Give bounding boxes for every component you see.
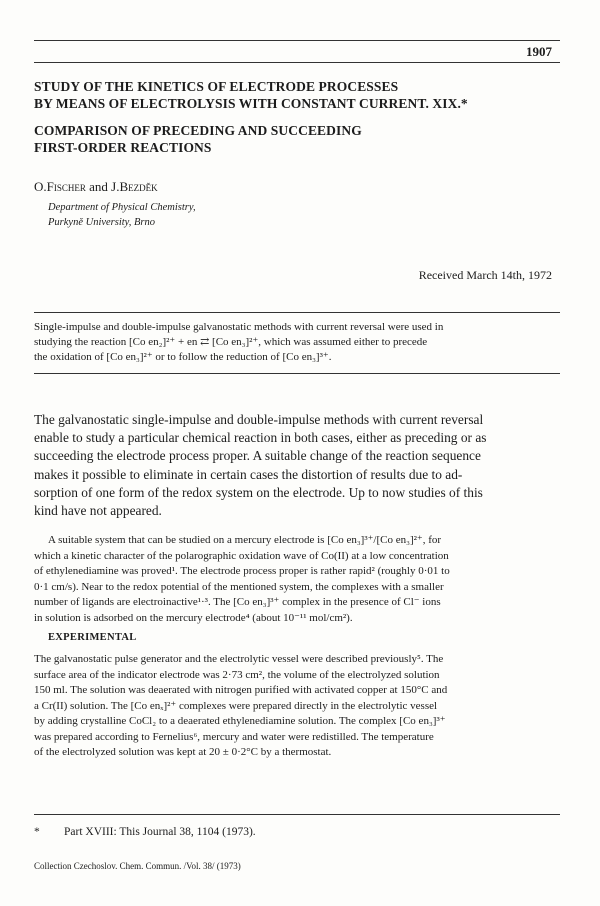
- intro-line: sorption of one form of the redox system on the electrode. Up to now studies of this: [34, 484, 483, 500]
- received-date: Received March 14th, 1972: [418, 268, 552, 282]
- paragraph-line: by adding crystalline CoCl₂ to a deaerated ethylenediamine solution. The complex [Co en₃]³⁺: [34, 715, 446, 727]
- section-heading: EXPERIMENTAL: [48, 632, 137, 643]
- affiliation-department: Department of Physical Chemistry,: [48, 202, 196, 213]
- paragraph-line: 150 ml. The solution was deaerated with nitrogen purified with activated copper at 150°C and: [34, 684, 448, 696]
- intro-line: The galvanostatic single-impulse and double-impulse methods with current reversal: [34, 412, 484, 427]
- authors: [34, 179, 158, 195]
- body-paragraph: [34, 533, 564, 626]
- paper-subtitle: [34, 122, 574, 156]
- paragraph-line: number of ligands are electroinactive¹·³. The [Co en₃]³⁺ complex in the presence of Cl⁻ ions: [34, 596, 441, 608]
- abstract-line: Single-impulse and double-impulse galvanostatic methods with current reversal were used in: [34, 321, 444, 333]
- experimental-paragraph: [34, 652, 564, 761]
- paragraph-line: which a kinetic character of the polarographic oxidation wave of Co(II) at a low concentration: [34, 549, 449, 562]
- paragraph-line: in solution is adsorbed on the mercury electrode⁴ (about 10⁻¹¹ mol/cm²).: [34, 611, 353, 624]
- footnote-marker: *: [34, 826, 40, 838]
- abstract-bottom-rule: [34, 373, 560, 374]
- affiliation: [48, 200, 196, 230]
- footnote-rule: [34, 814, 560, 815]
- author-name: O.Fischer: [34, 179, 86, 194]
- page-number: 1907: [526, 44, 552, 59]
- subtitle-line: FIRST-ORDER REACTIONS: [34, 140, 212, 155]
- title-line: BY MEANS OF ELECTROLYSIS WITH CONSTANT CURRENT. XIX.*: [34, 96, 468, 111]
- abstract: [34, 320, 558, 365]
- paper-title: [34, 78, 574, 112]
- title-line: STUDY OF THE KINETICS OF ELECTRODE PROCESSES: [34, 79, 399, 94]
- paragraph-line: was prepared according to Fernelius⁶, mercury and water were redistilled. The temperature: [34, 730, 434, 743]
- introduction-paragraph: [34, 411, 564, 520]
- abstract-line: the oxidation of [Co en₃]²⁺ or to follow the reduction of [Co en₃]³⁺.: [34, 351, 332, 363]
- intro-line: enable to study a particular chemical reaction in both cases, either as preceding or as: [34, 430, 487, 446]
- intro-line: makes it possible to eliminate in certain cases the distortion of results due to ad-: [34, 466, 463, 482]
- author-connector: and: [85, 179, 112, 194]
- top-rule: [34, 40, 560, 41]
- header-rule: [34, 62, 560, 63]
- affiliation-university: Purkyně University, Brno: [48, 217, 156, 228]
- paragraph-line: 0·1 cm/s). Near to the redox potential of the mentioned system, the complexes with a smaller: [34, 580, 444, 593]
- author-name: J.Bezděk: [111, 179, 158, 194]
- subtitle-line: COMPARISON OF PRECEDING AND SUCCEEDING: [34, 123, 362, 138]
- paragraph-line: of the electrolyzed solution was kept at 20 ± 0·2°C by a thermostat.: [34, 746, 332, 758]
- abstract-top-rule: [34, 312, 560, 313]
- paragraph-line: surface area of the indicator electrode was 2·73 cm², the volume of the electrolyzed solution: [34, 668, 440, 681]
- paragraph-line: of ethylenediamine was proved¹. The electrode process proper is rather rapid² (roughly 0·01 to: [34, 565, 450, 577]
- paragraph-line: A suitable system that can be studied on a mercury electrode is [Co en₃]³⁺/[Co en₃]²⁺, for: [48, 534, 442, 546]
- journal-citation: Collection Czechoslov. Chem. Commun. /Vol. 38/ (1973): [34, 861, 241, 871]
- paragraph-line: The galvanostatic pulse generator and the electrolytic vessel were described previously⁵. The: [34, 653, 444, 665]
- intro-line: succeeding the electrode process proper. A suitable change of the reaction sequence: [34, 448, 481, 464]
- intro-line: kind have not appeared.: [34, 503, 162, 519]
- footnote-text: Part XVIII: This Journal 38, 1104 (1973).: [64, 826, 256, 838]
- abstract-line: studying the reaction [Co en₂]²⁺ + en ⇄ [Co en₃]²⁺, which was assumed either to precede: [34, 336, 428, 348]
- paragraph-line: a Cr(II) solution. The [Co enₓ]²⁺ complexes were prepared directly in the electrolytic vessel: [34, 699, 438, 712]
- footnote: [34, 826, 256, 838]
